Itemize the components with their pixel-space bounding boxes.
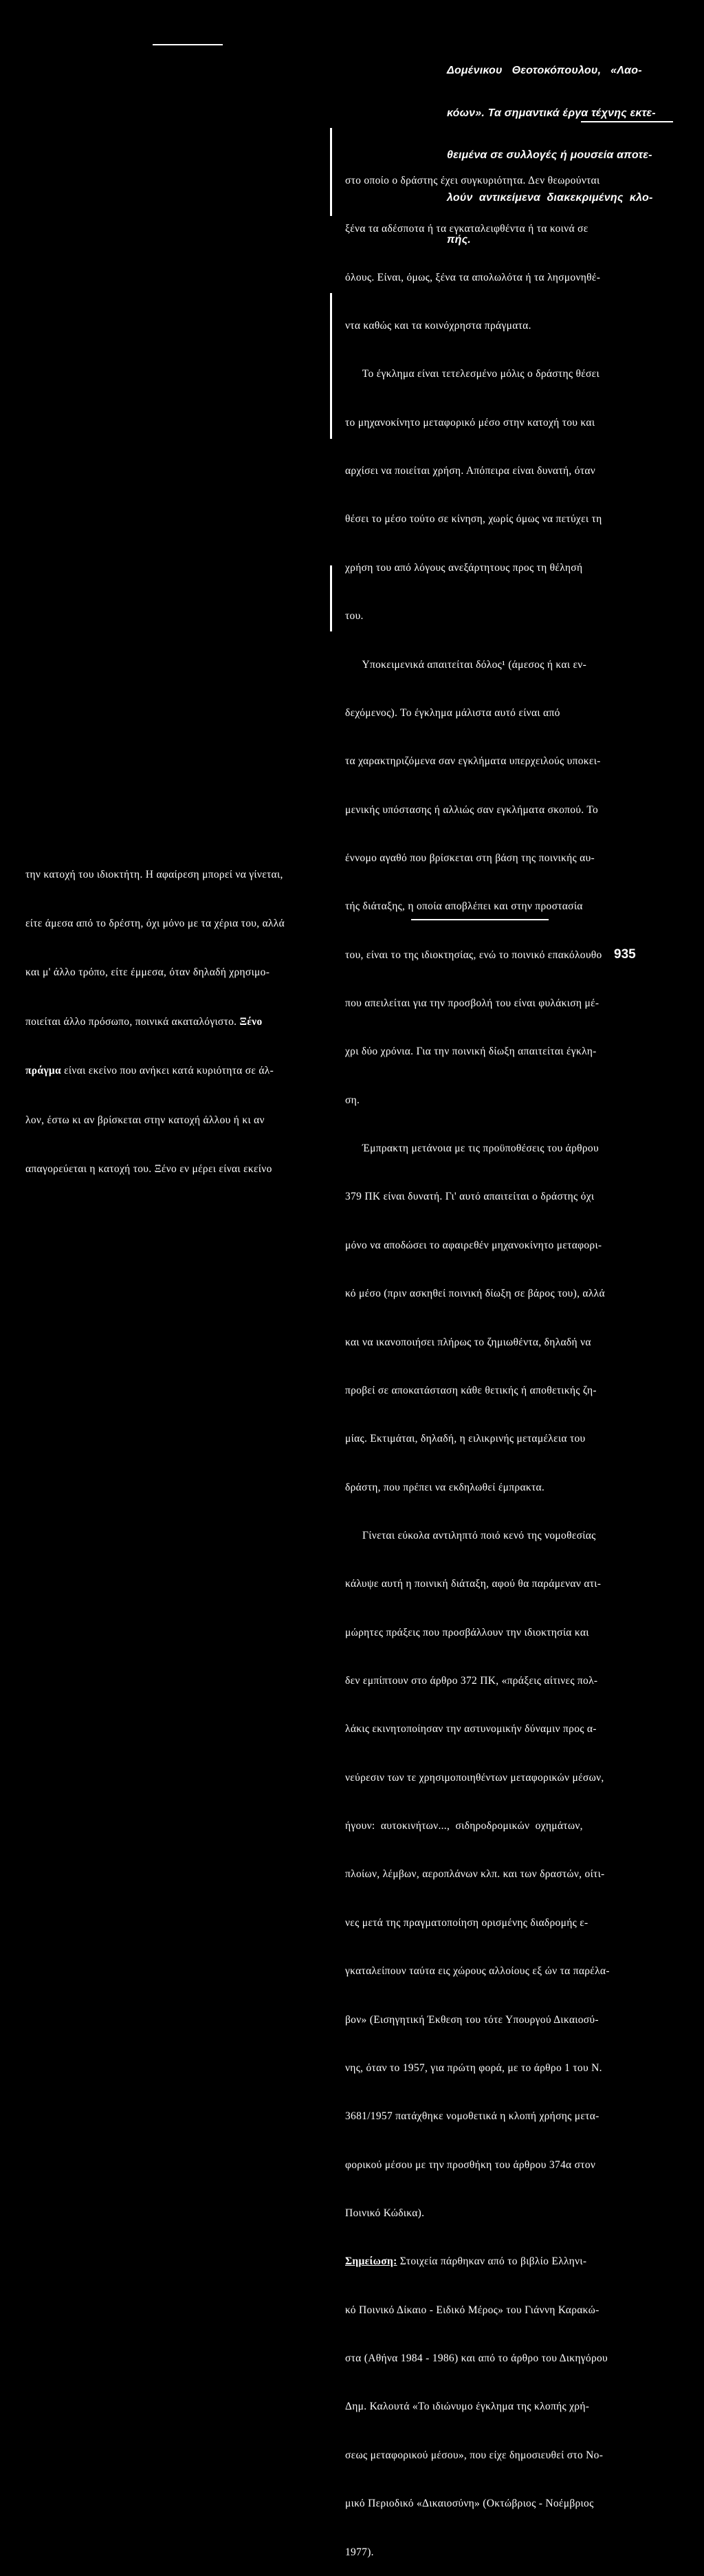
text-line: σεως μεταφορικού μέσου», που είχε δημοσιευθεί στο Νο-	[345, 2449, 604, 2461]
page-number: 935	[614, 947, 636, 962]
note-line	[345, 2253, 610, 2269]
term-xeno: Ξένο	[239, 1015, 263, 1028]
text-line: την κατοχή του ιδιοκτήτη. Η αφαίρεση μπορεί να γίνεται,	[25, 868, 283, 880]
text-span: είναι εκείνο που ανήκει κατά κυριότητα σε άλ-	[60, 1065, 274, 1077]
margin-bar-2	[330, 293, 332, 439]
text-line: Έμπρακτη μετάνοια με τις προϋποθέσεις του άρθρου	[345, 1143, 599, 1155]
text-line: το μηχανοκίνητο μεταφορικό μέσο στην κατοχή του και	[345, 416, 595, 429]
text-line: μίας. Εκτιμάται, δηλαδή, η ειλικρινής μεταμέλεια του	[345, 1433, 586, 1445]
text-line: μώρητες πράξεις που προσβάλλουν την ιδιοκτησία και	[345, 1626, 589, 1638]
text-line: μικό Περιοδικό «Δικαιοσύνη» (Οκτώβριος - Νοέμβριος	[345, 2498, 594, 2510]
text-line: τα χαρακτηριζόμενα σαν εγκλήματα υπερχειλούς υποκει-	[345, 755, 601, 768]
text-line: χρήση του από λόγους ανεξάρτητους προς τη θέλησή	[345, 561, 583, 574]
text-line: ντα καθώς και τα κοινόχρηστα πράγματα.	[345, 319, 531, 332]
margin-bar-1	[330, 128, 332, 216]
text-line: κό Ποινικό Δίκαιο - Ειδικό Μέρος» του Γιάννη Καρακώ-	[345, 2304, 600, 2316]
text-line: δράστη, που πρέπει να εκδηλωθεί έμπρακτα.	[345, 1481, 545, 1493]
text-line: χρι δύο χρόνια. Για την ποινική δίωξη απαιτείται έγκλη-	[345, 1046, 597, 1058]
text-line: ήγουν: αυτοκινήτων..., σιδηροδρομικών οχημάτων,	[345, 1820, 583, 1832]
text-line: μενικής υπόστασης ή αλλιώς σαν εγκλήματα σκοπού. Το	[345, 803, 599, 816]
text-line: νες μετά της πραγματοποίηση ορισμένης διαδρομής ε-	[345, 1916, 588, 1929]
text-line: κό μέσο (πριν ασκηθεί ποινική δίωξη σε βάρος του), αλλά	[345, 1288, 605, 1300]
text-line: Ποινικό Κώδικα).	[345, 2207, 425, 2219]
text-line: νης, όταν το 1957, για πρώτη φορά, με το άρθρο 1 του Ν.	[345, 2061, 602, 2074]
text-line: 379 ΠΚ είναι δυνατή. Γι' αυτό απαιτείται ο δράστης όχι	[345, 1191, 595, 1203]
text-line: του.	[345, 610, 364, 623]
margin-bar-3	[330, 565, 332, 631]
text-line: φορικού μέσου με την προσθήκη του άρθρου 374α στον	[345, 2158, 596, 2171]
text-line: στο οποίο ο δράστης έχει συγκυριότητα. Δεν θεωρούνται	[345, 174, 600, 186]
text-line: ξένα τα αδέσποτα ή τα εγκαταλειφθέντα ή τα κοινά σε	[345, 223, 588, 235]
text-line: όλους. Είναι, όμως, ξένα τα απολωλότα ή τα λησμονηθέ-	[345, 271, 601, 283]
text-line: θέσει το μέσο τούτο σε κίνηση, χωρίς όμως να πετύχει τη	[345, 513, 602, 526]
text-line: δεχόμενος). Το έγκλημα μάλιστα αυτό είναι από	[345, 706, 560, 719]
text-line: και μ' άλλο τρόπο, είτε έμμεσα, όταν δηλαδή χρησιμο-	[25, 966, 270, 979]
text-line: στα (Αθήνα 1984 - 1986) και από το άρθρο του Δικηγόρου	[345, 2352, 608, 2365]
text-line: κάλυψε αυτή η ποινική διάταξη, αφού θα παράμεναν ατι-	[345, 1578, 602, 1590]
text-line: και να ικανοποιήσει πλήρως το ζημιωθέντα, δηλαδή να	[345, 1336, 591, 1348]
right-column-text	[345, 140, 610, 2576]
note-label: Σημείωση:	[345, 2255, 397, 2268]
text-line: μόνο να αποδώσει το αφαιρεθέν μηχανοκίνητο μεταφορι-	[345, 1239, 602, 1251]
text-line: 1977).	[345, 2546, 374, 2558]
caption-line: θειμένα σε συλλογές ή μουσεία αποτε-	[447, 149, 652, 161]
caption-line: λούν αντικείμενα διακεκριμένης κλο-	[447, 191, 653, 204]
text-line: ση.	[345, 1094, 360, 1106]
caption-line: πής.	[447, 234, 471, 246]
text-line: που απειλείται για την προσβολή του είναι φυλάκιση μέ-	[345, 997, 600, 1010]
text-line: νεύρεσιν των τε χρησιμοποιηθέντων μεταφορικών μέσων,	[345, 1771, 604, 1784]
text-line	[25, 1063, 285, 1079]
text-line: απαγορεύεται η κατοχή του. Ξένο εν μέρει είναι εκείνο	[25, 1162, 272, 1175]
text-line	[25, 1014, 285, 1030]
text-line: προβεί σε αποκατάσταση κάθε θετικής ή αποθετικής ζη-	[345, 1384, 597, 1396]
top-left-rule	[153, 44, 223, 45]
text-line: γκαταλείπουν ταύτα εις χώρους αλλοίους εξ ών τα παρέλα-	[345, 1965, 610, 1978]
text-line: έννομο αγαθό που βρίσκεται στη βάση της ποινικής αυ-	[345, 852, 595, 864]
left-column-text	[25, 834, 285, 1194]
text-line: αρχίσει να ποιείται χρήση. Απόπειρα είναι δυνατή, όταν	[345, 465, 596, 477]
text-line: Υποκειμενικά απαιτείται δόλος¹ (άμεσος ή και εν-	[345, 658, 587, 671]
text-line: βον» (Εισηγητική Έκθεση του τότε Υπουργού Δικαιοσύ-	[345, 2013, 599, 2026]
text-line: Δημ. Καλουτά «Το ιδιώνυμο έγκλημα της κλοπής χρή-	[345, 2401, 590, 2413]
term-pragma: πράγμα	[25, 1065, 61, 1077]
text-line: Το έγκλημα είναι τετελεσμένο μόλις ο δράστης θέσει	[345, 368, 600, 380]
text-line: πλοίων, λέμβων, αεροπλάνων κλπ. και των δραστών, οίτι-	[345, 1868, 605, 1881]
caption-line: κόων». Τα σημαντικά έργα τέχνης εκτε-	[447, 107, 656, 119]
text-line: λον, έστω κι αν βρίσκεται στην κατοχή άλλου ή κι αν	[25, 1114, 265, 1126]
text-line: 3681/1957 πατάχθηκε νομοθετικά η κλοπή χρήσης μετα-	[345, 2110, 600, 2123]
text-span: ποιείται άλλο πρόσωπο, ποινικά ακαταλόγιστο.	[25, 1015, 240, 1028]
text-line: δεν εμπίπτουν στο άρθρο 372 ΠΚ, «πράξεις αίτινες πολ-	[345, 1675, 598, 1687]
note-text: Στοιχεία πάρθηκαν από το βιβλίο Ελληνι-	[397, 2255, 587, 2268]
text-line: είτε άμεσα από το δρέστη, όχι μόνο με τα χέρια του, αλλά	[25, 917, 285, 929]
caption-line: Δομένικου Θεοτοκόπουλου, «Λαο-	[447, 65, 642, 76]
text-line: λάκις εκινητοποίησαν την αστυνομικήν δύναμιν προς α-	[345, 1723, 597, 1735]
text-line: τής διάταξης, η οποία αποβλέπει και στην προστασία	[345, 900, 583, 913]
text-line: Γίνεται εύκολα αντιληπτό ποιό κενό της νομοθεσίας	[345, 1529, 596, 1541]
text-line: του, είναι το της ιδιοκτησίας, ενώ το ποινικό επακόλουθο	[345, 949, 602, 961]
